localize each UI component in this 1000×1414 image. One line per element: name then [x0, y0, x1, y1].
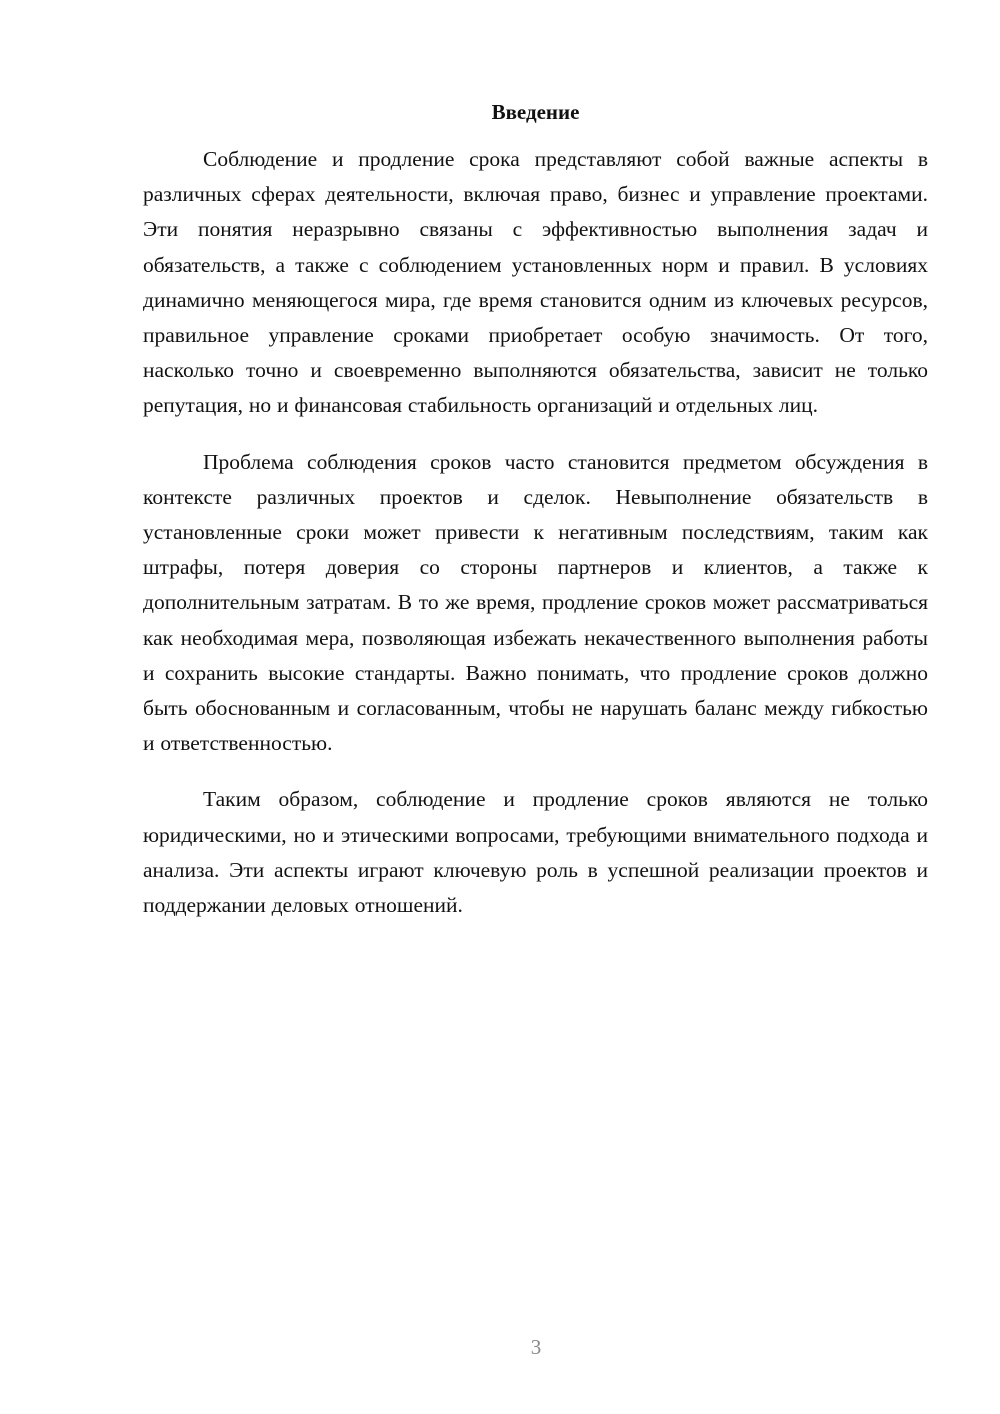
paragraph-3: Таким образом, соблюдение и продление сроков являются не только юридическими, но и этическими вопросами, требующими внимательного подхода и анализа. Эти аспекты играют ключевую роль в успешной реализации проектов и поддержании деловых отношений. [143, 787, 928, 918]
page-number: 3 [530, 1335, 542, 1359]
paragraph-2: Проблема соблюдения сроков часто становится предметом обсуждения в контексте различных проектов и сделок. Невыполнение обязательств в установленные сроки может привести к негативным последствиям, таким как штрафы, потеря доверия со стороны партнеров и клиентов, а также к дополнительным затратам. В то же время, продление сроков может рассматриваться как необходимая мера, позволяющая избежать некачественного выполнения работы и сохранить высокие стандарты. Важно понимать, что продление сроков должно быть обоснованным и согласованным, чтобы не нарушать баланс между гибкостью и ответственностью. [143, 449, 928, 756]
paragraph-1: Соблюдение и продление срока представляют собой важные аспекты в различных сферах деятельности, включая право, бизнес и управление проектами. Эти понятия неразрывно связаны с эффективностью выполнения задач и обязательств, а также с соблюдением установленных норм и правил. В условиях динамично меняющегося мира, где время становится одним из ключевых ресурсов, правильное управление сроками приобретает особую значимость. От того, насколько точно и своевременно выполняются обязательства, зависит не только репутация, но и финансовая стабильность организаций и отдельных лиц. [143, 147, 928, 418]
section-heading: Введение [491, 100, 580, 124]
body-text [143, 142, 928, 944]
